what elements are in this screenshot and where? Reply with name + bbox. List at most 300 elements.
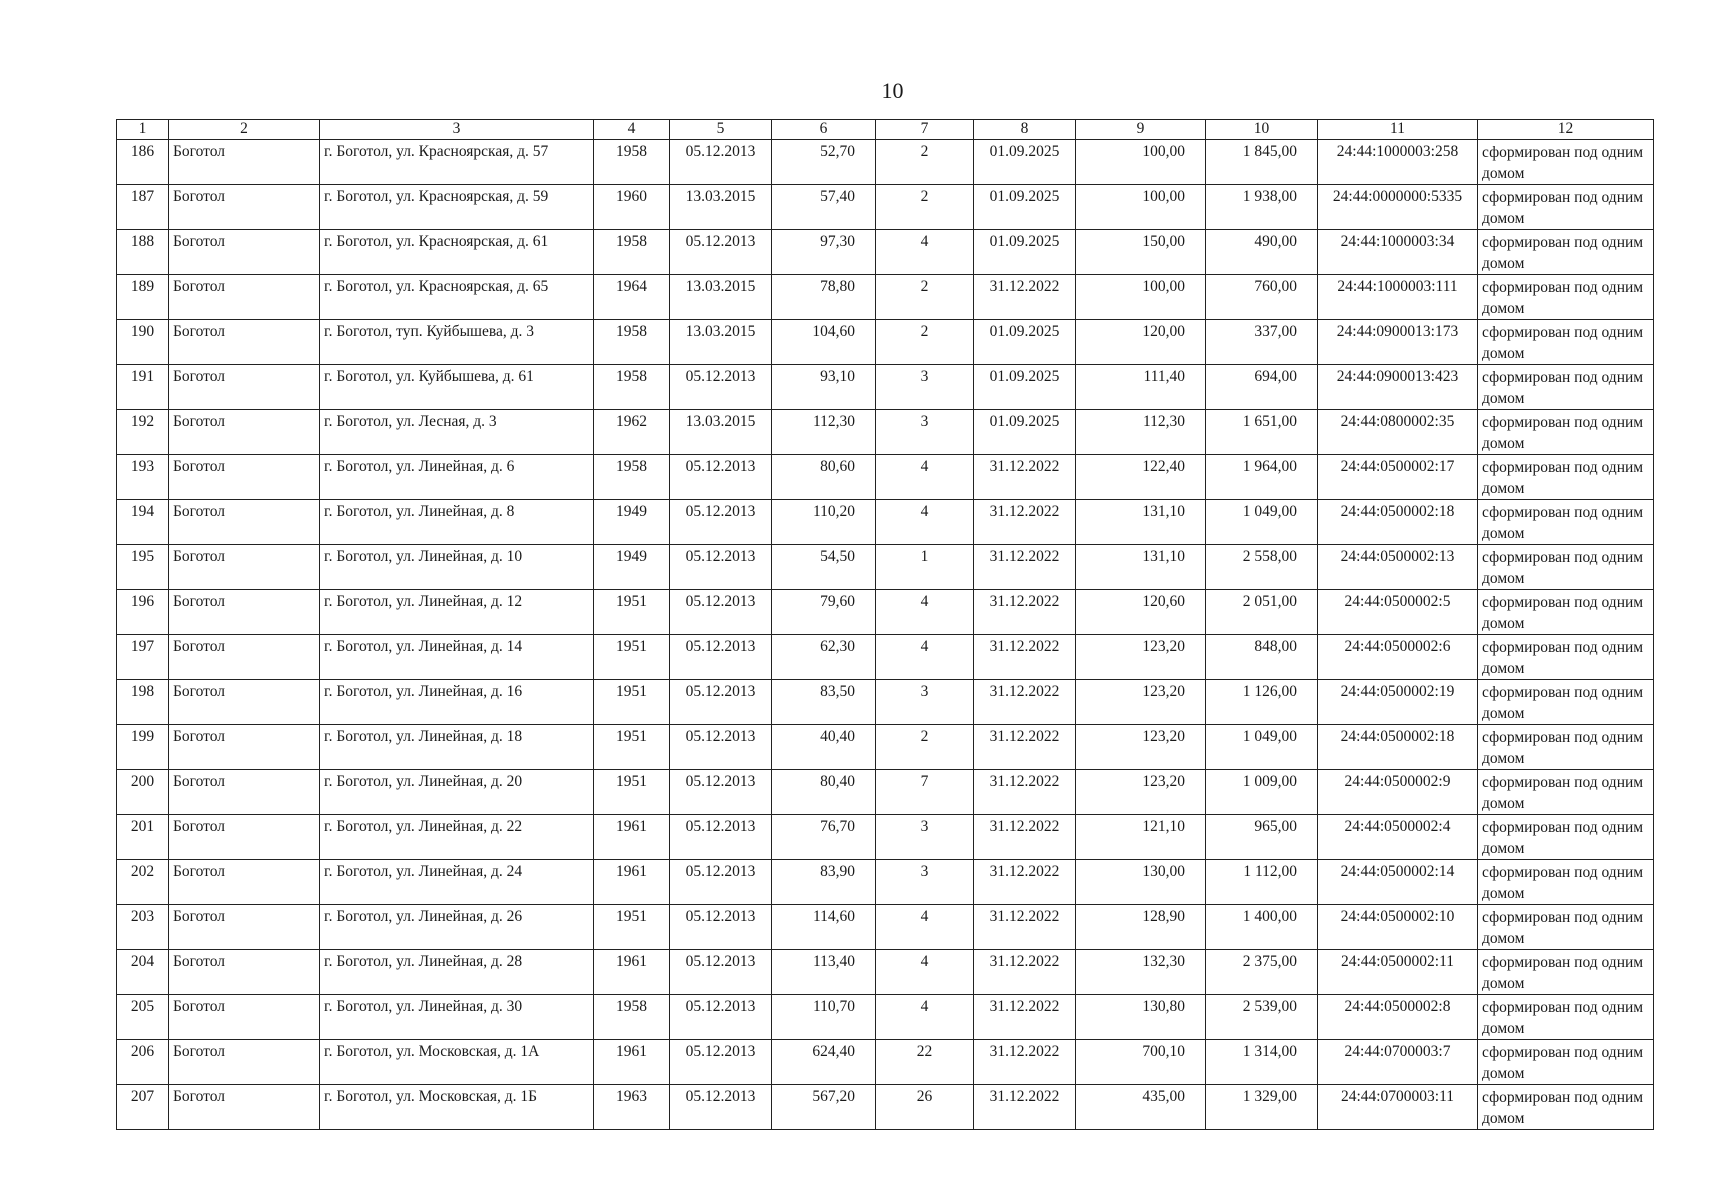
price-cell: 1 651,00	[1206, 410, 1318, 455]
area-cell: 97,30	[772, 230, 876, 275]
count-cell: 3	[876, 410, 974, 455]
price-cell: 965,00	[1206, 815, 1318, 860]
price-cell: 490,00	[1206, 230, 1318, 275]
land-area-cell: 128,90	[1076, 905, 1206, 950]
area-cell: 80,40	[772, 770, 876, 815]
area-cell: 83,90	[772, 860, 876, 905]
land-area-cell: 123,20	[1076, 635, 1206, 680]
cadastral-number-cell: 24:44:1000003:111	[1318, 275, 1478, 320]
table-row	[117, 275, 1654, 320]
status-cell: сформирован под одним домом	[1478, 725, 1654, 770]
deadline-cell: 31.12.2022	[974, 545, 1076, 590]
land-area-cell: 120,60	[1076, 590, 1206, 635]
price-cell: 1 964,00	[1206, 455, 1318, 500]
column-header: 11	[1318, 120, 1478, 140]
date-cell: 05.12.2013	[670, 995, 772, 1040]
land-area-cell: 435,00	[1076, 1085, 1206, 1130]
area-cell: 52,70	[772, 140, 876, 185]
row-number-cell: 196	[117, 590, 169, 635]
price-cell: 1 329,00	[1206, 1085, 1318, 1130]
year-cell: 1951	[594, 680, 670, 725]
area-cell: 62,30	[772, 635, 876, 680]
table-row	[117, 365, 1654, 410]
price-cell: 694,00	[1206, 365, 1318, 410]
count-cell: 3	[876, 365, 974, 410]
deadline-cell: 31.12.2022	[974, 860, 1076, 905]
area-cell: 40,40	[772, 725, 876, 770]
table-row	[117, 860, 1654, 905]
deadline-cell: 31.12.2022	[974, 995, 1076, 1040]
cadastral-number-cell: 24:44:0500002:19	[1318, 680, 1478, 725]
count-cell: 4	[876, 635, 974, 680]
date-cell: 05.12.2013	[670, 770, 772, 815]
deadline-cell: 31.12.2022	[974, 635, 1076, 680]
city-cell: Боготол	[169, 320, 320, 365]
cadastral-number-cell: 24:44:0500002:18	[1318, 725, 1478, 770]
price-cell: 1 049,00	[1206, 500, 1318, 545]
year-cell: 1958	[594, 230, 670, 275]
year-cell: 1958	[594, 320, 670, 365]
deadline-cell: 01.09.2025	[974, 140, 1076, 185]
land-area-cell: 121,10	[1076, 815, 1206, 860]
deadline-cell: 31.12.2022	[974, 950, 1076, 995]
deadline-cell: 31.12.2022	[974, 1085, 1076, 1130]
area-cell: 57,40	[772, 185, 876, 230]
year-cell: 1964	[594, 275, 670, 320]
status-cell: сформирован под одним домом	[1478, 275, 1654, 320]
price-cell: 1 126,00	[1206, 680, 1318, 725]
page-number: 10	[881, 78, 904, 103]
deadline-cell: 31.12.2022	[974, 770, 1076, 815]
land-area-cell: 131,10	[1076, 500, 1206, 545]
area-cell: 114,60	[772, 905, 876, 950]
year-cell: 1958	[594, 365, 670, 410]
status-cell: сформирован под одним домом	[1478, 500, 1654, 545]
row-number-cell: 201	[117, 815, 169, 860]
count-cell: 1	[876, 545, 974, 590]
city-cell: Боготол	[169, 365, 320, 410]
date-cell: 05.12.2013	[670, 725, 772, 770]
status-cell: сформирован под одним домом	[1478, 950, 1654, 995]
table-row	[117, 1085, 1654, 1130]
date-cell: 13.03.2015	[670, 320, 772, 365]
column-header: 4	[594, 120, 670, 140]
price-cell: 2 051,00	[1206, 590, 1318, 635]
column-header: 3	[320, 120, 594, 140]
area-cell: 78,80	[772, 275, 876, 320]
price-cell: 337,00	[1206, 320, 1318, 365]
city-cell: Боготол	[169, 950, 320, 995]
address-cell: г. Боготол, ул. Линейная, д. 30	[320, 995, 594, 1040]
date-cell: 13.03.2015	[670, 410, 772, 455]
price-cell: 2 558,00	[1206, 545, 1318, 590]
row-number-cell: 198	[117, 680, 169, 725]
table-row	[117, 815, 1654, 860]
deadline-cell: 31.12.2022	[974, 815, 1076, 860]
cadastral-number-cell: 24:44:0000000:5335	[1318, 185, 1478, 230]
count-cell: 22	[876, 1040, 974, 1085]
cadastral-number-cell: 24:44:0500002:4	[1318, 815, 1478, 860]
city-cell: Боготол	[169, 590, 320, 635]
status-cell: сформирован под одним домом	[1478, 455, 1654, 500]
address-cell: г. Боготол, ул. Линейная, д. 18	[320, 725, 594, 770]
status-cell: сформирован под одним домом	[1478, 1085, 1654, 1130]
count-cell: 3	[876, 860, 974, 905]
cadastral-number-cell: 24:44:0900013:423	[1318, 365, 1478, 410]
status-cell: сформирован под одним домом	[1478, 140, 1654, 185]
land-area-cell: 130,00	[1076, 860, 1206, 905]
status-cell: сформирован под одним домом	[1478, 680, 1654, 725]
address-cell: г. Боготол, ул. Красноярская, д. 65	[320, 275, 594, 320]
date-cell: 05.12.2013	[670, 950, 772, 995]
deadline-cell: 31.12.2022	[974, 590, 1076, 635]
count-cell: 3	[876, 815, 974, 860]
deadline-cell: 01.09.2025	[974, 365, 1076, 410]
table-row	[117, 725, 1654, 770]
table-row	[117, 545, 1654, 590]
area-cell: 567,20	[772, 1085, 876, 1130]
cadastral-number-cell: 24:44:0500002:17	[1318, 455, 1478, 500]
city-cell: Боготол	[169, 635, 320, 680]
status-cell: сформирован под одним домом	[1478, 590, 1654, 635]
price-cell: 1 938,00	[1206, 185, 1318, 230]
address-cell: г. Боготол, ул. Линейная, д. 14	[320, 635, 594, 680]
table-row	[117, 950, 1654, 995]
cadastral-number-cell: 24:44:0700003:7	[1318, 1040, 1478, 1085]
count-cell: 4	[876, 905, 974, 950]
city-cell: Боготол	[169, 410, 320, 455]
deadline-cell: 31.12.2022	[974, 455, 1076, 500]
city-cell: Боготол	[169, 140, 320, 185]
count-cell: 4	[876, 500, 974, 545]
city-cell: Боготол	[169, 860, 320, 905]
cadastral-number-cell: 24:44:0900013:173	[1318, 320, 1478, 365]
status-cell: сформирован под одним домом	[1478, 770, 1654, 815]
year-cell: 1961	[594, 815, 670, 860]
row-number-cell: 187	[117, 185, 169, 230]
address-cell: г. Боготол, ул. Линейная, д. 6	[320, 455, 594, 500]
date-cell: 05.12.2013	[670, 365, 772, 410]
date-cell: 05.12.2013	[670, 815, 772, 860]
row-number-cell: 202	[117, 860, 169, 905]
cadastral-number-cell: 24:44:0500002:6	[1318, 635, 1478, 680]
table-row	[117, 455, 1654, 500]
date-cell: 05.12.2013	[670, 905, 772, 950]
row-number-cell: 207	[117, 1085, 169, 1130]
count-cell: 2	[876, 275, 974, 320]
status-cell: сформирован под одним домом	[1478, 815, 1654, 860]
cadastral-number-cell: 24:44:0500002:9	[1318, 770, 1478, 815]
table-row	[117, 410, 1654, 455]
price-cell: 1 314,00	[1206, 1040, 1318, 1085]
price-cell: 1 009,00	[1206, 770, 1318, 815]
status-cell: сформирован под одним домом	[1478, 905, 1654, 950]
row-number-cell: 203	[117, 905, 169, 950]
address-cell: г. Боготол, ул. Линейная, д. 8	[320, 500, 594, 545]
address-cell: г. Боготол, ул. Красноярская, д. 59	[320, 185, 594, 230]
column-header: 7	[876, 120, 974, 140]
area-cell: 624,40	[772, 1040, 876, 1085]
count-cell: 3	[876, 680, 974, 725]
price-cell: 1 112,00	[1206, 860, 1318, 905]
city-cell: Боготол	[169, 680, 320, 725]
row-number-cell: 205	[117, 995, 169, 1040]
table-row	[117, 680, 1654, 725]
status-cell: сформирован под одним домом	[1478, 365, 1654, 410]
area-cell: 54,50	[772, 545, 876, 590]
deadline-cell: 01.09.2025	[974, 185, 1076, 230]
date-cell: 05.12.2013	[670, 230, 772, 275]
city-cell: Боготол	[169, 725, 320, 770]
count-cell: 4	[876, 590, 974, 635]
land-area-cell: 120,00	[1076, 320, 1206, 365]
address-cell: г. Боготол, ул. Линейная, д. 28	[320, 950, 594, 995]
year-cell: 1949	[594, 545, 670, 590]
address-cell: г. Боготол, ул. Московская, д. 1А	[320, 1040, 594, 1085]
table-row	[117, 635, 1654, 680]
address-cell: г. Боготол, ул. Линейная, д. 24	[320, 860, 594, 905]
area-cell: 112,30	[772, 410, 876, 455]
date-cell: 05.12.2013	[670, 860, 772, 905]
year-cell: 1958	[594, 455, 670, 500]
date-cell: 05.12.2013	[670, 1085, 772, 1130]
deadline-cell: 01.09.2025	[974, 410, 1076, 455]
count-cell: 4	[876, 995, 974, 1040]
address-cell: г. Боготол, ул. Красноярская, д. 61	[320, 230, 594, 275]
table-row	[117, 140, 1654, 185]
deadline-cell: 31.12.2022	[974, 905, 1076, 950]
land-area-cell: 123,20	[1076, 680, 1206, 725]
table-row	[117, 230, 1654, 275]
address-cell: г. Боготол, ул. Московская, д. 1Б	[320, 1085, 594, 1130]
price-cell: 1 049,00	[1206, 725, 1318, 770]
count-cell: 2	[876, 320, 974, 365]
deadline-cell: 31.12.2022	[974, 725, 1076, 770]
year-cell: 1951	[594, 905, 670, 950]
column-number-row	[117, 120, 1654, 140]
cadastral-number-cell: 24:44:1000003:258	[1318, 140, 1478, 185]
year-cell: 1961	[594, 950, 670, 995]
count-cell: 2	[876, 725, 974, 770]
city-cell: Боготол	[169, 1085, 320, 1130]
year-cell: 1961	[594, 860, 670, 905]
count-cell: 26	[876, 1085, 974, 1130]
status-cell: сформирован под одним домом	[1478, 995, 1654, 1040]
date-cell: 05.12.2013	[670, 140, 772, 185]
city-cell: Боготол	[169, 455, 320, 500]
table-row	[117, 995, 1654, 1040]
status-cell: сформирован под одним домом	[1478, 1040, 1654, 1085]
row-number-cell: 186	[117, 140, 169, 185]
date-cell: 05.12.2013	[670, 680, 772, 725]
land-area-cell: 132,30	[1076, 950, 1206, 995]
land-area-cell: 100,00	[1076, 140, 1206, 185]
status-cell: сформирован под одним домом	[1478, 230, 1654, 275]
cadastral-number-cell: 24:44:0800002:35	[1318, 410, 1478, 455]
land-area-cell: 111,40	[1076, 365, 1206, 410]
deadline-cell: 01.09.2025	[974, 320, 1076, 365]
land-area-cell: 112,30	[1076, 410, 1206, 455]
status-cell: сформирован под одним домом	[1478, 635, 1654, 680]
row-number-cell: 189	[117, 275, 169, 320]
land-area-cell: 123,20	[1076, 770, 1206, 815]
date-cell: 05.12.2013	[670, 635, 772, 680]
land-area-cell: 122,40	[1076, 455, 1206, 500]
year-cell: 1963	[594, 1085, 670, 1130]
address-cell: г. Боготол, ул. Линейная, д. 22	[320, 815, 594, 860]
city-cell: Боготол	[169, 185, 320, 230]
area-cell: 93,10	[772, 365, 876, 410]
status-cell: сформирован под одним домом	[1478, 185, 1654, 230]
cadastral-number-cell: 24:44:0500002:10	[1318, 905, 1478, 950]
row-number-cell: 197	[117, 635, 169, 680]
table-row	[117, 1040, 1654, 1085]
row-number-cell: 206	[117, 1040, 169, 1085]
row-number-cell: 188	[117, 230, 169, 275]
price-cell: 2 375,00	[1206, 950, 1318, 995]
year-cell: 1958	[594, 995, 670, 1040]
row-number-cell: 194	[117, 500, 169, 545]
row-number-cell: 204	[117, 950, 169, 995]
land-area-cell: 150,00	[1076, 230, 1206, 275]
cadastral-number-cell: 24:44:0500002:5	[1318, 590, 1478, 635]
cadastral-number-cell: 24:44:0500002:8	[1318, 995, 1478, 1040]
table-row	[117, 320, 1654, 365]
city-cell: Боготол	[169, 770, 320, 815]
land-area-cell: 131,10	[1076, 545, 1206, 590]
address-cell: г. Боготол, ул. Линейная, д. 10	[320, 545, 594, 590]
count-cell: 4	[876, 455, 974, 500]
date-cell: 05.12.2013	[670, 545, 772, 590]
city-cell: Боготол	[169, 905, 320, 950]
table-row	[117, 905, 1654, 950]
area-cell: 110,20	[772, 500, 876, 545]
column-header: 2	[169, 120, 320, 140]
count-cell: 4	[876, 230, 974, 275]
area-cell: 76,70	[772, 815, 876, 860]
table-row	[117, 500, 1654, 545]
deadline-cell: 31.12.2022	[974, 500, 1076, 545]
land-area-cell: 130,80	[1076, 995, 1206, 1040]
date-cell: 13.03.2015	[670, 275, 772, 320]
address-cell: г. Боготол, ул. Лесная, д. 3	[320, 410, 594, 455]
status-cell: сформирован под одним домом	[1478, 410, 1654, 455]
area-cell: 80,60	[772, 455, 876, 500]
year-cell: 1951	[594, 770, 670, 815]
status-cell: сформирован под одним домом	[1478, 545, 1654, 590]
land-area-cell: 100,00	[1076, 185, 1206, 230]
date-cell: 13.03.2015	[670, 185, 772, 230]
row-number-cell: 200	[117, 770, 169, 815]
year-cell: 1951	[594, 725, 670, 770]
row-number-cell: 192	[117, 410, 169, 455]
count-cell: 4	[876, 950, 974, 995]
table-body	[117, 140, 1654, 1130]
table-row	[117, 185, 1654, 230]
year-cell: 1958	[594, 140, 670, 185]
cadastral-number-cell: 24:44:0500002:13	[1318, 545, 1478, 590]
cadastral-number-cell: 24:44:1000003:34	[1318, 230, 1478, 275]
deadline-cell: 31.12.2022	[974, 1040, 1076, 1085]
table-row	[117, 590, 1654, 635]
price-cell: 848,00	[1206, 635, 1318, 680]
city-cell: Боготол	[169, 545, 320, 590]
year-cell: 1949	[594, 500, 670, 545]
address-cell: г. Боготол, ул. Красноярская, д. 57	[320, 140, 594, 185]
year-cell: 1962	[594, 410, 670, 455]
cadastral-number-cell: 24:44:0500002:11	[1318, 950, 1478, 995]
row-number-cell: 191	[117, 365, 169, 410]
cadastral-number-cell: 24:44:0500002:14	[1318, 860, 1478, 905]
row-number-cell: 195	[117, 545, 169, 590]
area-cell: 83,50	[772, 680, 876, 725]
city-cell: Боготол	[169, 995, 320, 1040]
land-area-cell: 700,10	[1076, 1040, 1206, 1085]
housing-register-table	[116, 119, 1654, 1130]
city-cell: Боготол	[169, 815, 320, 860]
price-cell: 1 845,00	[1206, 140, 1318, 185]
year-cell: 1960	[594, 185, 670, 230]
deadline-cell: 31.12.2022	[974, 680, 1076, 725]
address-cell: г. Боготол, ул. Линейная, д. 16	[320, 680, 594, 725]
column-header: 1	[117, 120, 169, 140]
address-cell: г. Боготол, ул. Линейная, д. 12	[320, 590, 594, 635]
row-number-cell: 193	[117, 455, 169, 500]
column-header: 10	[1206, 120, 1318, 140]
column-header: 9	[1076, 120, 1206, 140]
area-cell: 110,70	[772, 995, 876, 1040]
address-cell: г. Боготол, ул. Линейная, д. 26	[320, 905, 594, 950]
count-cell: 2	[876, 140, 974, 185]
date-cell: 05.12.2013	[670, 590, 772, 635]
area-cell: 104,60	[772, 320, 876, 365]
land-area-cell: 123,20	[1076, 725, 1206, 770]
city-cell: Боготол	[169, 500, 320, 545]
count-cell: 2	[876, 185, 974, 230]
year-cell: 1951	[594, 590, 670, 635]
land-area-cell: 100,00	[1076, 275, 1206, 320]
city-cell: Боготол	[169, 1040, 320, 1085]
cadastral-number-cell: 24:44:0500002:18	[1318, 500, 1478, 545]
row-number-cell: 199	[117, 725, 169, 770]
address-cell: г. Боготол, ул. Куйбышева, д. 61	[320, 365, 594, 410]
date-cell: 05.12.2013	[670, 455, 772, 500]
price-cell: 2 539,00	[1206, 995, 1318, 1040]
year-cell: 1951	[594, 635, 670, 680]
column-header: 5	[670, 120, 772, 140]
column-header: 8	[974, 120, 1076, 140]
year-cell: 1961	[594, 1040, 670, 1085]
count-cell: 7	[876, 770, 974, 815]
price-cell: 760,00	[1206, 275, 1318, 320]
city-cell: Боготол	[169, 230, 320, 275]
row-number-cell: 190	[117, 320, 169, 365]
area-cell: 79,60	[772, 590, 876, 635]
deadline-cell: 01.09.2025	[974, 230, 1076, 275]
status-cell: сформирован под одним домом	[1478, 860, 1654, 905]
cadastral-number-cell: 24:44:0700003:11	[1318, 1085, 1478, 1130]
column-header: 12	[1478, 120, 1654, 140]
date-cell: 05.12.2013	[670, 1040, 772, 1085]
city-cell: Боготол	[169, 275, 320, 320]
deadline-cell: 31.12.2022	[974, 275, 1076, 320]
address-cell: г. Боготол, ул. Линейная, д. 20	[320, 770, 594, 815]
date-cell: 05.12.2013	[670, 500, 772, 545]
column-header: 6	[772, 120, 876, 140]
area-cell: 113,40	[772, 950, 876, 995]
table-row	[117, 770, 1654, 815]
price-cell: 1 400,00	[1206, 905, 1318, 950]
